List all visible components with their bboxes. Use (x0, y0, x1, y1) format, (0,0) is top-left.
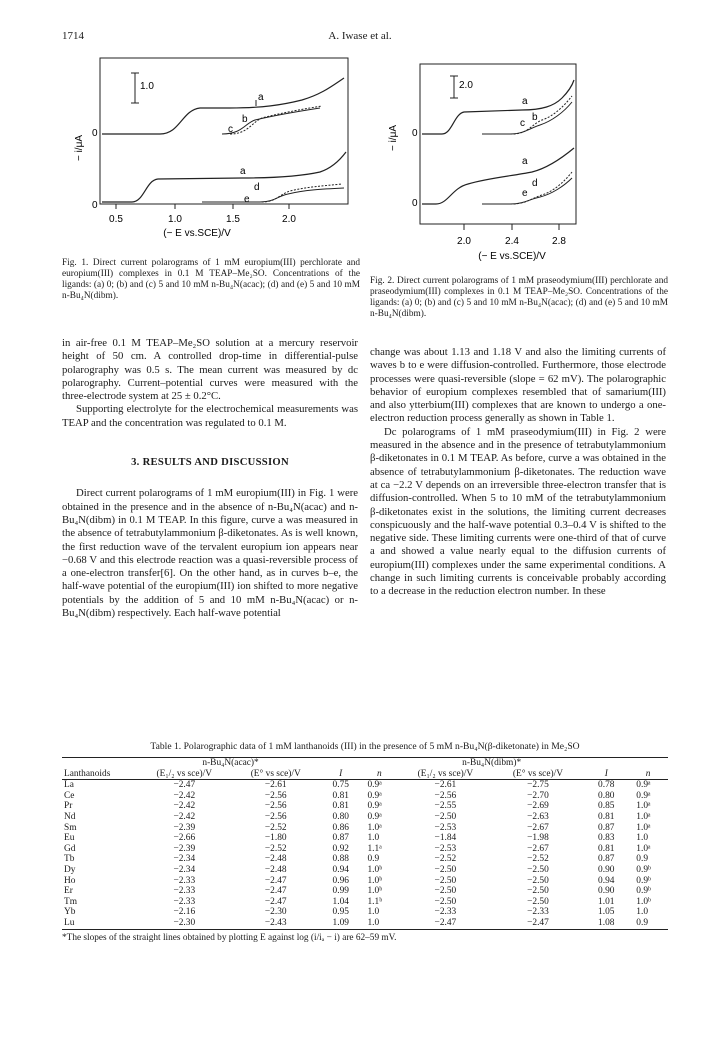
right-para-1: change was about 1.13 and 1.18 V and also the limiting currents of waves b to e were diffusion-controlled. Furthermore, those electrode processes were quasi-reversible (slope = 62 mV). The polarographic behavior of europium complexes resembled that of samarium(III) and also ytterbium(III) complexes that are known to undergo a one-electron reduction process generally as shown in Table 1. (370, 346, 666, 425)
figure-1-caption-text: Fig. 1. Direct current polarograms of 1 mM europium(III) perchlorate and europium(III) complexes in 0.1 M TEAP–Me₂SO. Concentrations of the ligands: (a) 0; (b) and (c) 5 and 10 mM n-Bu₄N(acac); (d) and (e) 5 and 10 mM n-Bu₄N(dibm). (62, 258, 360, 301)
table-group-acac: n-Bu₄N(acac)* (202, 758, 259, 768)
table-cell: −2.48 (264, 864, 287, 875)
table-cell: −2.39 (173, 843, 196, 854)
figure-2-frame (420, 64, 576, 224)
table-cell: −2.50 (434, 811, 457, 822)
table-cell: 0.9ᵃ (636, 780, 651, 791)
table-cell: 0.9ᵃ (636, 790, 651, 801)
table-cell: −2.33 (434, 907, 457, 918)
table-cell: 1.08 (598, 917, 615, 928)
table-cell: 1.0ᵃ (367, 822, 382, 833)
table-row (62, 791, 668, 802)
table-cell: 0.99 (332, 886, 349, 897)
section-heading: 3. RESULTS AND DISCUSSION (131, 457, 289, 469)
table-cell: 0.9ᵇ (636, 864, 651, 875)
table-cell: Tb (64, 854, 75, 865)
table-cell: −2.33 (527, 907, 549, 918)
figure-1-y-axis-label: − i/μA (74, 134, 85, 162)
table-cell: 0.81 (332, 790, 349, 801)
table-cell: Nd (64, 811, 76, 822)
table-col-6: (E° vs sce)/V (512, 768, 563, 779)
table-col-0: Lanthanoids (64, 768, 111, 779)
table-cell: Er (64, 886, 73, 897)
table-cell: Yb (64, 907, 76, 918)
table-cell: −2.53 (434, 843, 457, 854)
figure-1-label-a-lower: a (240, 166, 246, 177)
table-cell: 0.87 (332, 833, 349, 844)
figure-2-zero-upper: 0 (412, 128, 418, 139)
figure-2-scale-bar (450, 76, 458, 98)
table-cell: 1.01 (598, 896, 615, 907)
figure-2-x-tick-1: 2.4 (505, 236, 519, 247)
figure-2-x-ticks (464, 224, 559, 230)
figure-1-frame (100, 58, 348, 204)
right-column (370, 346, 666, 599)
table-cell: −2.50 (434, 896, 457, 907)
figure-1-x-tick-0: 0.5 (109, 214, 123, 225)
table-cell: Gd (64, 843, 76, 854)
figure-1 (62, 48, 362, 256)
table-cell: 0.83 (598, 833, 615, 844)
table-cell: 1.0ᵃ (636, 822, 651, 833)
table-cell: −2.75 (527, 780, 549, 791)
table-cell: 1.0 (367, 917, 380, 928)
table-cell: 0.88 (332, 854, 349, 865)
table-cell: −2.34 (173, 854, 196, 865)
table-cell: −2.56 (434, 790, 457, 801)
table-rows (62, 780, 668, 929)
figure-1-scale-bar (131, 73, 139, 103)
figure-2-x-tick-0: 2.0 (457, 236, 471, 247)
right-para-2: Dc polarograms of 1 mM praseodymium(III) in Fig. 2 were measured in the absence and in the presence of tetrabutylammonium β-diketonates in 0.1 M TEAP. As before, curve a was obtained in the absence of tetrabutylammonium β-diketonates. The reduction wave at ca −2.2 V depends on an irreversible three-electron transfer that is diffusion-controlled. When 5 to 10 mM of the tetrabutylammonium β-diketonates exist in the solutions, the limiting current decreases conspicuously and the half-wave potential 0.3–0.4 V is shifted to the negative side. These limiting currents were one-third of that of curve a and showed a value nearly equal to the diffusion currents of europium(III) complexes under the same experimental conditions. A change in such limiting currents is conceivable probably according to a decrease in the reduction electron number. In these (370, 425, 666, 598)
figure-1-label-d: d (254, 182, 260, 193)
table-cell: Ce (64, 790, 75, 801)
table-cell: −2.33 (173, 886, 196, 897)
table-cell: −2.42 (173, 801, 196, 812)
table-cell: 0.90 (598, 864, 615, 875)
table-cell: 1.0 (636, 907, 648, 918)
table-footnote: *The slopes of the straight lines obtained by plotting E against log (i/iₐ − i) are 62–59 mV. (62, 929, 668, 944)
table-cell: 1.0ᵃ (636, 811, 651, 822)
table-cell: −2.50 (434, 886, 457, 897)
figure-2-curve-a-upper (422, 80, 574, 134)
table-1 (62, 741, 668, 944)
table-col-2: (E° vs sce)/V (250, 768, 301, 779)
table-cell: −2.16 (173, 907, 196, 918)
table-cell: 1.0ᵃ (636, 843, 651, 854)
figure-1-curve-d (202, 184, 342, 202)
table-cell: 0.81 (598, 843, 615, 854)
figure-2-y-axis-label: − i/μA (388, 124, 399, 152)
table-cell: 0.92 (332, 843, 349, 854)
table-row (62, 876, 668, 887)
table-row (62, 865, 668, 876)
page-number: 1714 (62, 30, 84, 42)
figure-2-label-a-upper: a (522, 96, 528, 107)
figure-1-x-tick-3: 2.0 (282, 214, 296, 225)
table-cell: −2.42 (173, 790, 196, 801)
table-cell: −1.98 (527, 833, 549, 844)
table-cell: −2.50 (527, 875, 549, 886)
table-row (62, 907, 668, 918)
figure-1-caption (62, 258, 360, 302)
table-cell: −2.67 (527, 843, 549, 854)
table-cell: 1.0ᵇ (367, 875, 383, 886)
table-row (62, 780, 668, 791)
figure-1-curve-a-upper (102, 78, 344, 134)
figure-1-curve-a-lower (102, 152, 346, 202)
left-column (62, 337, 358, 620)
table-cell: Pr (64, 801, 73, 812)
table-cell: Tm (64, 896, 78, 907)
table-row (62, 886, 668, 897)
running-title: A. Iwase et al. (328, 30, 392, 42)
table-cell: 0.87 (598, 822, 615, 833)
table-cell: −2.53 (434, 822, 457, 833)
figure-2-caption (370, 276, 668, 320)
table-row (62, 833, 668, 844)
table-cell: 0.95 (332, 907, 349, 918)
table-cell: −2.30 (264, 907, 287, 918)
figure-2-label-c: c (520, 118, 525, 129)
figure-1-label-b: b (242, 114, 248, 125)
figure-1-x-ticks (116, 204, 289, 209)
figure-1-label-c: c (228, 124, 233, 135)
table-cell: 1.1ᵇ (367, 896, 383, 907)
table-cell: 1.09 (332, 917, 349, 928)
table-cell: −2.47 (173, 780, 196, 791)
table-cell: −2.67 (527, 822, 549, 833)
table-cell: 0.80 (332, 811, 349, 822)
table-cell: 1.0ᵃ (636, 801, 651, 812)
table-cell: −2.39 (173, 822, 196, 833)
table-cell: 0.9ᵃ (367, 790, 382, 801)
table-cell: 1.0ᵇ (636, 896, 651, 907)
left-para-1: in air-free 0.1 M TEAP–Me₂SO solution at a mercury reservoir height of 50 cm. A controlled drop-time in differential-pulse polarography was 0.5 s. The mean current was measured by dc polarography. Current–potential curves were measured with the three-electrode system at 25 ± 0.2°C. (62, 337, 358, 403)
table-cell: Eu (64, 833, 75, 844)
table-cell: 0.9 (636, 854, 648, 865)
table-cell: 0.9 (636, 917, 648, 928)
table-cell: −2.52 (264, 822, 287, 833)
table-cell: −2.55 (434, 801, 457, 812)
figure-1-x-tick-1: 1.0 (168, 214, 182, 225)
figure-2-label-b: b (532, 112, 538, 123)
table-col-4: n (376, 768, 382, 779)
table-cell: −2.70 (527, 790, 549, 801)
table-header-row (62, 769, 668, 780)
table-cell: 1.0 (367, 907, 380, 918)
table-col-1: (E₁/₂ vs sce)/V (156, 768, 213, 779)
figure-2-curve-a-lower (422, 148, 574, 204)
table-cell: 0.9ᵇ (636, 886, 651, 897)
figure-1-x-tick-2: 1.5 (226, 214, 240, 225)
table-cell: −2.56 (264, 811, 287, 822)
figure-2-x-axis-label: (− E vs.SCE)/V (478, 251, 546, 262)
table-title: Table 1. Polarographic data of 1 mM lanthanoids (III) in the presence of 5 mM n-Bu₄N(β-diketonate) in Me₂SO (150, 741, 580, 752)
left-para-2: Supporting electrolyte for the electrochemical measurements was TEAP and the concentration was regulated to 0.1 M. (62, 403, 358, 429)
table-cell: 0.81 (332, 801, 349, 812)
table-cell: −2.66 (173, 833, 196, 844)
table-cell: −2.42 (173, 811, 196, 822)
figure-1-zero-upper: 0 (92, 128, 98, 139)
table-cell: 0.94 (598, 875, 615, 886)
table-cell: 1.1ᵃ (367, 843, 382, 854)
table-cell: Dy (64, 864, 76, 875)
table-cell: −2.47 (434, 917, 457, 928)
table-cell: 0.75 (332, 780, 349, 791)
table-row (62, 897, 668, 908)
table-cell: 0.90 (598, 886, 615, 897)
table-cell: 0.9ᵃ (367, 801, 382, 812)
table-cell: Ho (64, 875, 76, 886)
table-cell: Sm (64, 822, 77, 833)
table-cell: 1.0 (636, 833, 648, 844)
table-body (62, 757, 668, 929)
table-row (62, 801, 668, 812)
table-col-8: n (645, 768, 651, 779)
figure-2 (372, 58, 672, 280)
table-cell: La (64, 780, 74, 791)
table-cell: −2.50 (434, 864, 457, 875)
table-cell: Lu (64, 917, 75, 928)
figure-2-x-tick-2: 2.8 (552, 236, 566, 247)
figure-1-zero-lower: 0 (92, 200, 98, 211)
table-cell: 0.94 (332, 864, 349, 875)
table-cell: −2.52 (264, 843, 287, 854)
table-cell: −2.69 (527, 801, 549, 812)
table-cell: −2.50 (527, 896, 549, 907)
table-group-dibm: n-Bu₄N(dibm)* (462, 758, 522, 768)
table-cell: 1.04 (332, 896, 349, 907)
table-cell: 0.87 (598, 854, 615, 865)
table-cell: −2.47 (264, 875, 287, 886)
table-cell: 0.81 (598, 811, 615, 822)
table-row (62, 854, 668, 865)
table-cell: −2.30 (173, 917, 196, 928)
table-cell: 0.9 (367, 854, 380, 865)
table-col-3: I (339, 768, 343, 779)
table-cell: −2.52 (527, 854, 549, 865)
figure-2-zero-lower: 0 (412, 198, 418, 209)
table-cell: −2.52 (434, 854, 457, 865)
table-cell: 1.0ᵇ (367, 886, 383, 897)
table-cell: −2.47 (264, 886, 287, 897)
table-cell: −2.56 (264, 790, 287, 801)
figure-2-label-e: e (522, 188, 528, 199)
table-cell: −2.50 (527, 886, 549, 897)
table-cell: −1.80 (264, 833, 287, 844)
table-cell: −2.47 (527, 917, 549, 928)
table-cell: 0.85 (598, 801, 615, 812)
table-cell: 0.9ᵇ (636, 875, 651, 886)
figure-1-curve-c (222, 108, 320, 134)
table-cell: −2.61 (264, 780, 287, 791)
left-para-3: Direct current polarograms of 1 mM europium(III) in Fig. 1 were obtained in the presence and in the absence of n-Bu₄N(acac) and n-Bu₄N(dibm) in 0.1 M TEAP. In this figure, curve a was measured in the absence of tetrabutylammonium β-diketonates. As is well known, the first reduction wave of the tervalent europium ion appears near −0.68 V and this electrode reaction was a quasi-reversible process of a one-electron transfer[6]. On the other hand, as in curves b–e, the half-wave potential of the europium(III) ion shifted to more negative potentials by the addition of 5 and 10 mM n-Bu₄N(acac) or n-Bu₄N(dibm) respectively. Each half-wave potential (62, 487, 358, 620)
table-cell: −2.34 (173, 864, 196, 875)
table-cell: 1.05 (598, 907, 615, 918)
table-cell: −1.84 (434, 833, 457, 844)
table-cell: −2.50 (434, 875, 457, 886)
figure-1-x-axis-label: (− E vs.SCE)/V (163, 228, 231, 239)
figure-2-caption-text: Fig. 2. Direct current polarograms of 1 mM praseodymium(III) perchlorate and praseodymium(III) complexes in 0.1 M TEAP–Me₂SO. Concentrations of the ligands: (a) 0; (b) and (c) 5 and 10 mM n-Bu₄N(acac); (d) and (e) 5 and 10 mM n-Bu₄N(dibm). (370, 276, 668, 319)
figure-2-label-d: d (532, 178, 538, 189)
table-cell: 0.96 (332, 875, 349, 886)
table-row (62, 918, 668, 929)
figure-1-label-e: e (244, 194, 250, 205)
table-row (62, 823, 668, 834)
table-cell: −2.50 (527, 864, 549, 875)
table-cell: −2.33 (173, 896, 196, 907)
figure-2-scale-label: 2.0 (459, 80, 473, 91)
table-row (62, 812, 668, 823)
table-col-7: I (604, 768, 608, 779)
table-cell: 0.86 (332, 822, 349, 833)
table-cell: −2.61 (434, 780, 457, 791)
table-cell: 0.78 (598, 780, 615, 791)
table-cell: 1.0 (367, 833, 380, 844)
table-cell: −2.48 (264, 854, 287, 865)
figure-1-label-a-upper: a (258, 92, 264, 103)
table-cell: 1.0ᵇ (367, 864, 383, 875)
table-cell: −2.33 (173, 875, 196, 886)
figure-2-label-a-lower: a (522, 156, 528, 167)
table-cell: 0.80 (598, 790, 615, 801)
table-cell: 0.9ᵃ (367, 811, 382, 822)
table-col-5: (E₁/₂ vs sce)/V (417, 768, 474, 779)
table-cell: −2.56 (264, 801, 287, 812)
figure-1-curve-e (202, 188, 344, 202)
figure-1-scale-label: 1.0 (140, 81, 154, 92)
table-cell: −2.43 (264, 917, 287, 928)
table-cell: −2.47 (264, 896, 287, 907)
table-cell: 0.9ᵃ (367, 780, 382, 791)
table-row (62, 844, 668, 855)
table-cell: −2.63 (527, 811, 549, 822)
